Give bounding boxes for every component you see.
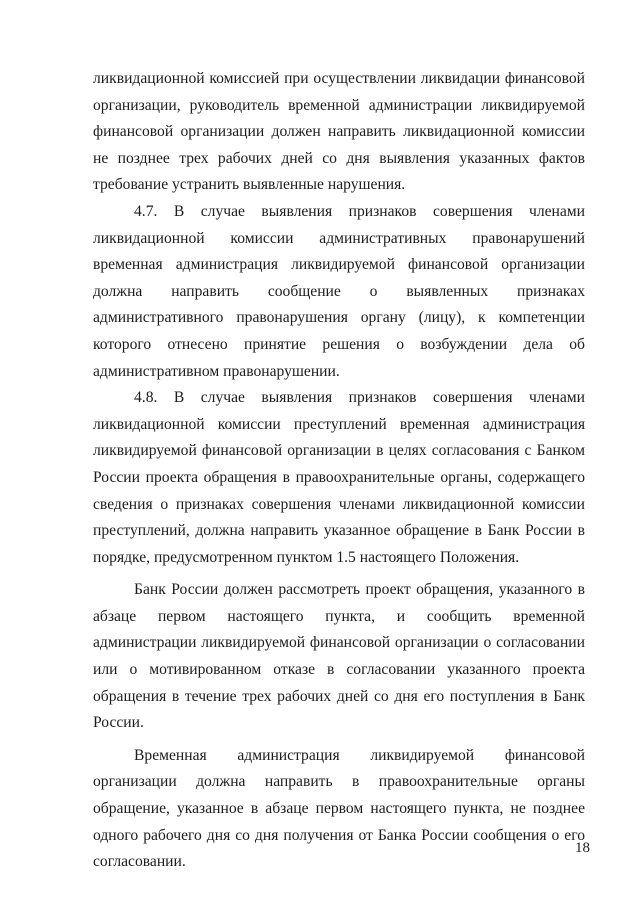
- paragraph-4-8: 4.8. В случае выявления признаков совершения членами ликвидационной комиссии преступлений временная администрация ликвидируемой финансовой организации в целях согласования с Банком России проекта обращения в правоохранительные органы, содержащего сведения о признаках совершения членами ликвидационной комиссии преступлений, должна направить указанное обращение в Банк России в порядке, предусмотренном пунктом 1.5 настоящего Положения.: [93, 389, 585, 566]
- page-number: 18: [575, 840, 590, 856]
- paragraph-bank-review: Банк России должен рассмотреть проект обращения, указанного в абзаце первом настоящего пункта, и сообщить временной администрации ликвидируемой финансовой организации о согласовании или о мотивированном отказе в согласовании указанного проекта обращения в течение трех рабочих дней со дня его поступления в Банк России.: [93, 581, 585, 732]
- paragraph-4-7: 4.7. В случае выявления признаков совершения членами ликвидационной комиссии административных правонарушений временная администрация ликвидируемой финансовой организации должна направить сообщение о выявленных признаках административного правонарушения органу (лицу), к компетенции которого отнесено принятие решения о возбуждении дела об административном правонарушении.: [93, 202, 585, 380]
- document-body: [93, 66, 585, 876]
- paragraph-continuation: ликвидационной комиссией при осуществлении ликвидации финансовой организации, руководитель временной администрации ликвидируемой финансовой организации должен направить ликвидационной комиссии не позднее трех рабочих дней со дня выявления указанных фактов требование устранить выявленные нарушения.: [93, 70, 585, 194]
- paragraph-submission: Временная администрация ликвидируемой финансовой организации должна направить в правоохранительные органы обращение, указанное в абзаце первом настоящего пункта, не позднее одного рабочего дня со дня получения от Банка России сообщения о его согласовании.: [93, 746, 585, 871]
